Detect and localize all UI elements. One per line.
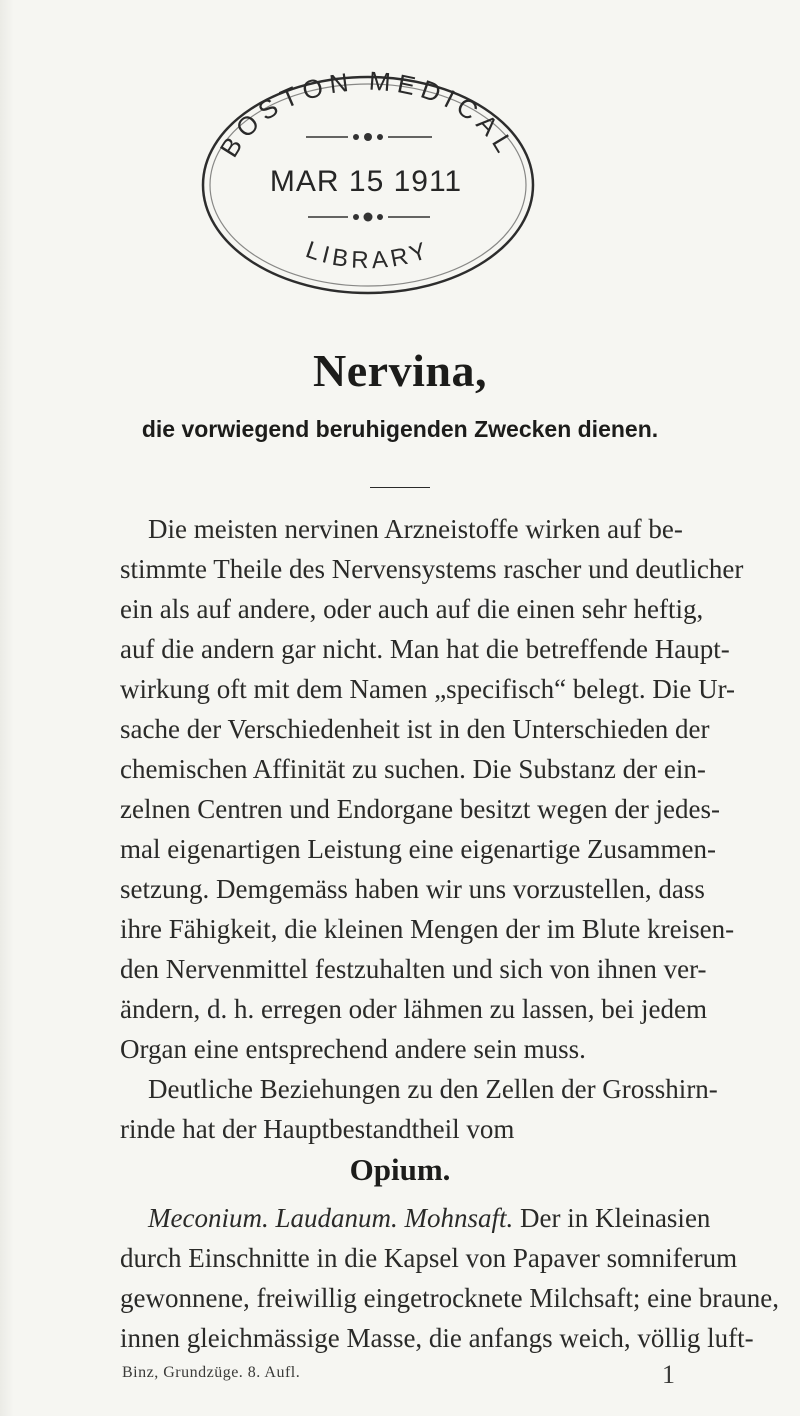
text-line: Organ eine entsprechend andere sein muss. xyxy=(120,1034,586,1064)
text-line: Deutliche Beziehungen zu den Zellen der Grosshirn- xyxy=(148,1074,718,1104)
stamp-bottom-text: LIBRARY xyxy=(302,236,434,275)
section-title: Opium. xyxy=(349,1152,451,1187)
text-line: sache der Verschiedenheit ist in den Unterschieden der xyxy=(120,714,710,744)
stamp-top-text: BOSTON MEDICAL xyxy=(213,70,523,163)
text-line: ihre Fähigkeit, die kleinen Mengen der im Blute kreisen- xyxy=(120,914,735,944)
page-subtitle: die vorwiegend beruhigenden Zwecken dienen. xyxy=(141,416,659,442)
text-line: chemischen Affinität zu suchen. Die Substanz der ein- xyxy=(120,754,706,784)
paper-edge xyxy=(0,0,14,1416)
text-line xyxy=(148,1198,711,1238)
text-line: innen gleichmässige Masse, die anfangs weich, völlig luft- xyxy=(120,1323,754,1353)
text-fragment: Der in Kleinasien xyxy=(519,1203,711,1233)
footer-citation: Binz, Grundzüge. 8. Aufl. xyxy=(122,1364,301,1381)
text-line: Die meisten nervinen Arzneistoffe wirken auf be- xyxy=(148,514,683,544)
svg-text:BOSTON MEDICAL xyxy=(214,70,523,162)
text-line: wirkung oft mit dem Namen „specifisch“ belegt. Die Ur- xyxy=(120,674,736,704)
text-line: den Nervenmittel festzuhalten und sich von ihnen ver- xyxy=(120,954,707,984)
text-line: gewonnene, freiwillig eingetrocknete Milchsaft; eine braune, xyxy=(120,1283,779,1313)
page-title: Nervina, xyxy=(313,345,487,396)
text-line: rinde hat der Hauptbestandtheil vom xyxy=(120,1114,515,1144)
text-line: ändern, d. h. erregen oder lähmen zu lassen, bei jedem xyxy=(120,994,708,1024)
text-line: durch Einschnitte in die Kapsel von Papaver somniferum xyxy=(120,1243,738,1273)
text-line: setzung. Demgemäss haben wir uns vorzustellen, dass xyxy=(120,874,705,904)
stamp-date: MAR 15 1911 xyxy=(269,165,463,198)
text-line: auf die andern gar nicht. Man hat die betreffende Haupt- xyxy=(120,634,730,664)
text-line: zelnen Centren und Endorgane besitzt wegen der jedes- xyxy=(120,794,721,824)
synonyms: Meconium. Laudanum. Mohnsaft. xyxy=(148,1203,514,1233)
text-line: mal eigenartigen Leistung eine eigenartige Zusammen- xyxy=(120,834,717,864)
svg-text:LIBRARY xyxy=(302,236,433,274)
text-line: ein als auf andere, oder auch auf die einen sehr heftig, xyxy=(120,594,704,624)
library-stamp xyxy=(188,70,548,300)
divider xyxy=(370,487,430,488)
text-line: stimmte Theile des Nervensystems rascher und deutlicher xyxy=(120,554,744,584)
signature-mark: 1 xyxy=(662,1360,675,1389)
